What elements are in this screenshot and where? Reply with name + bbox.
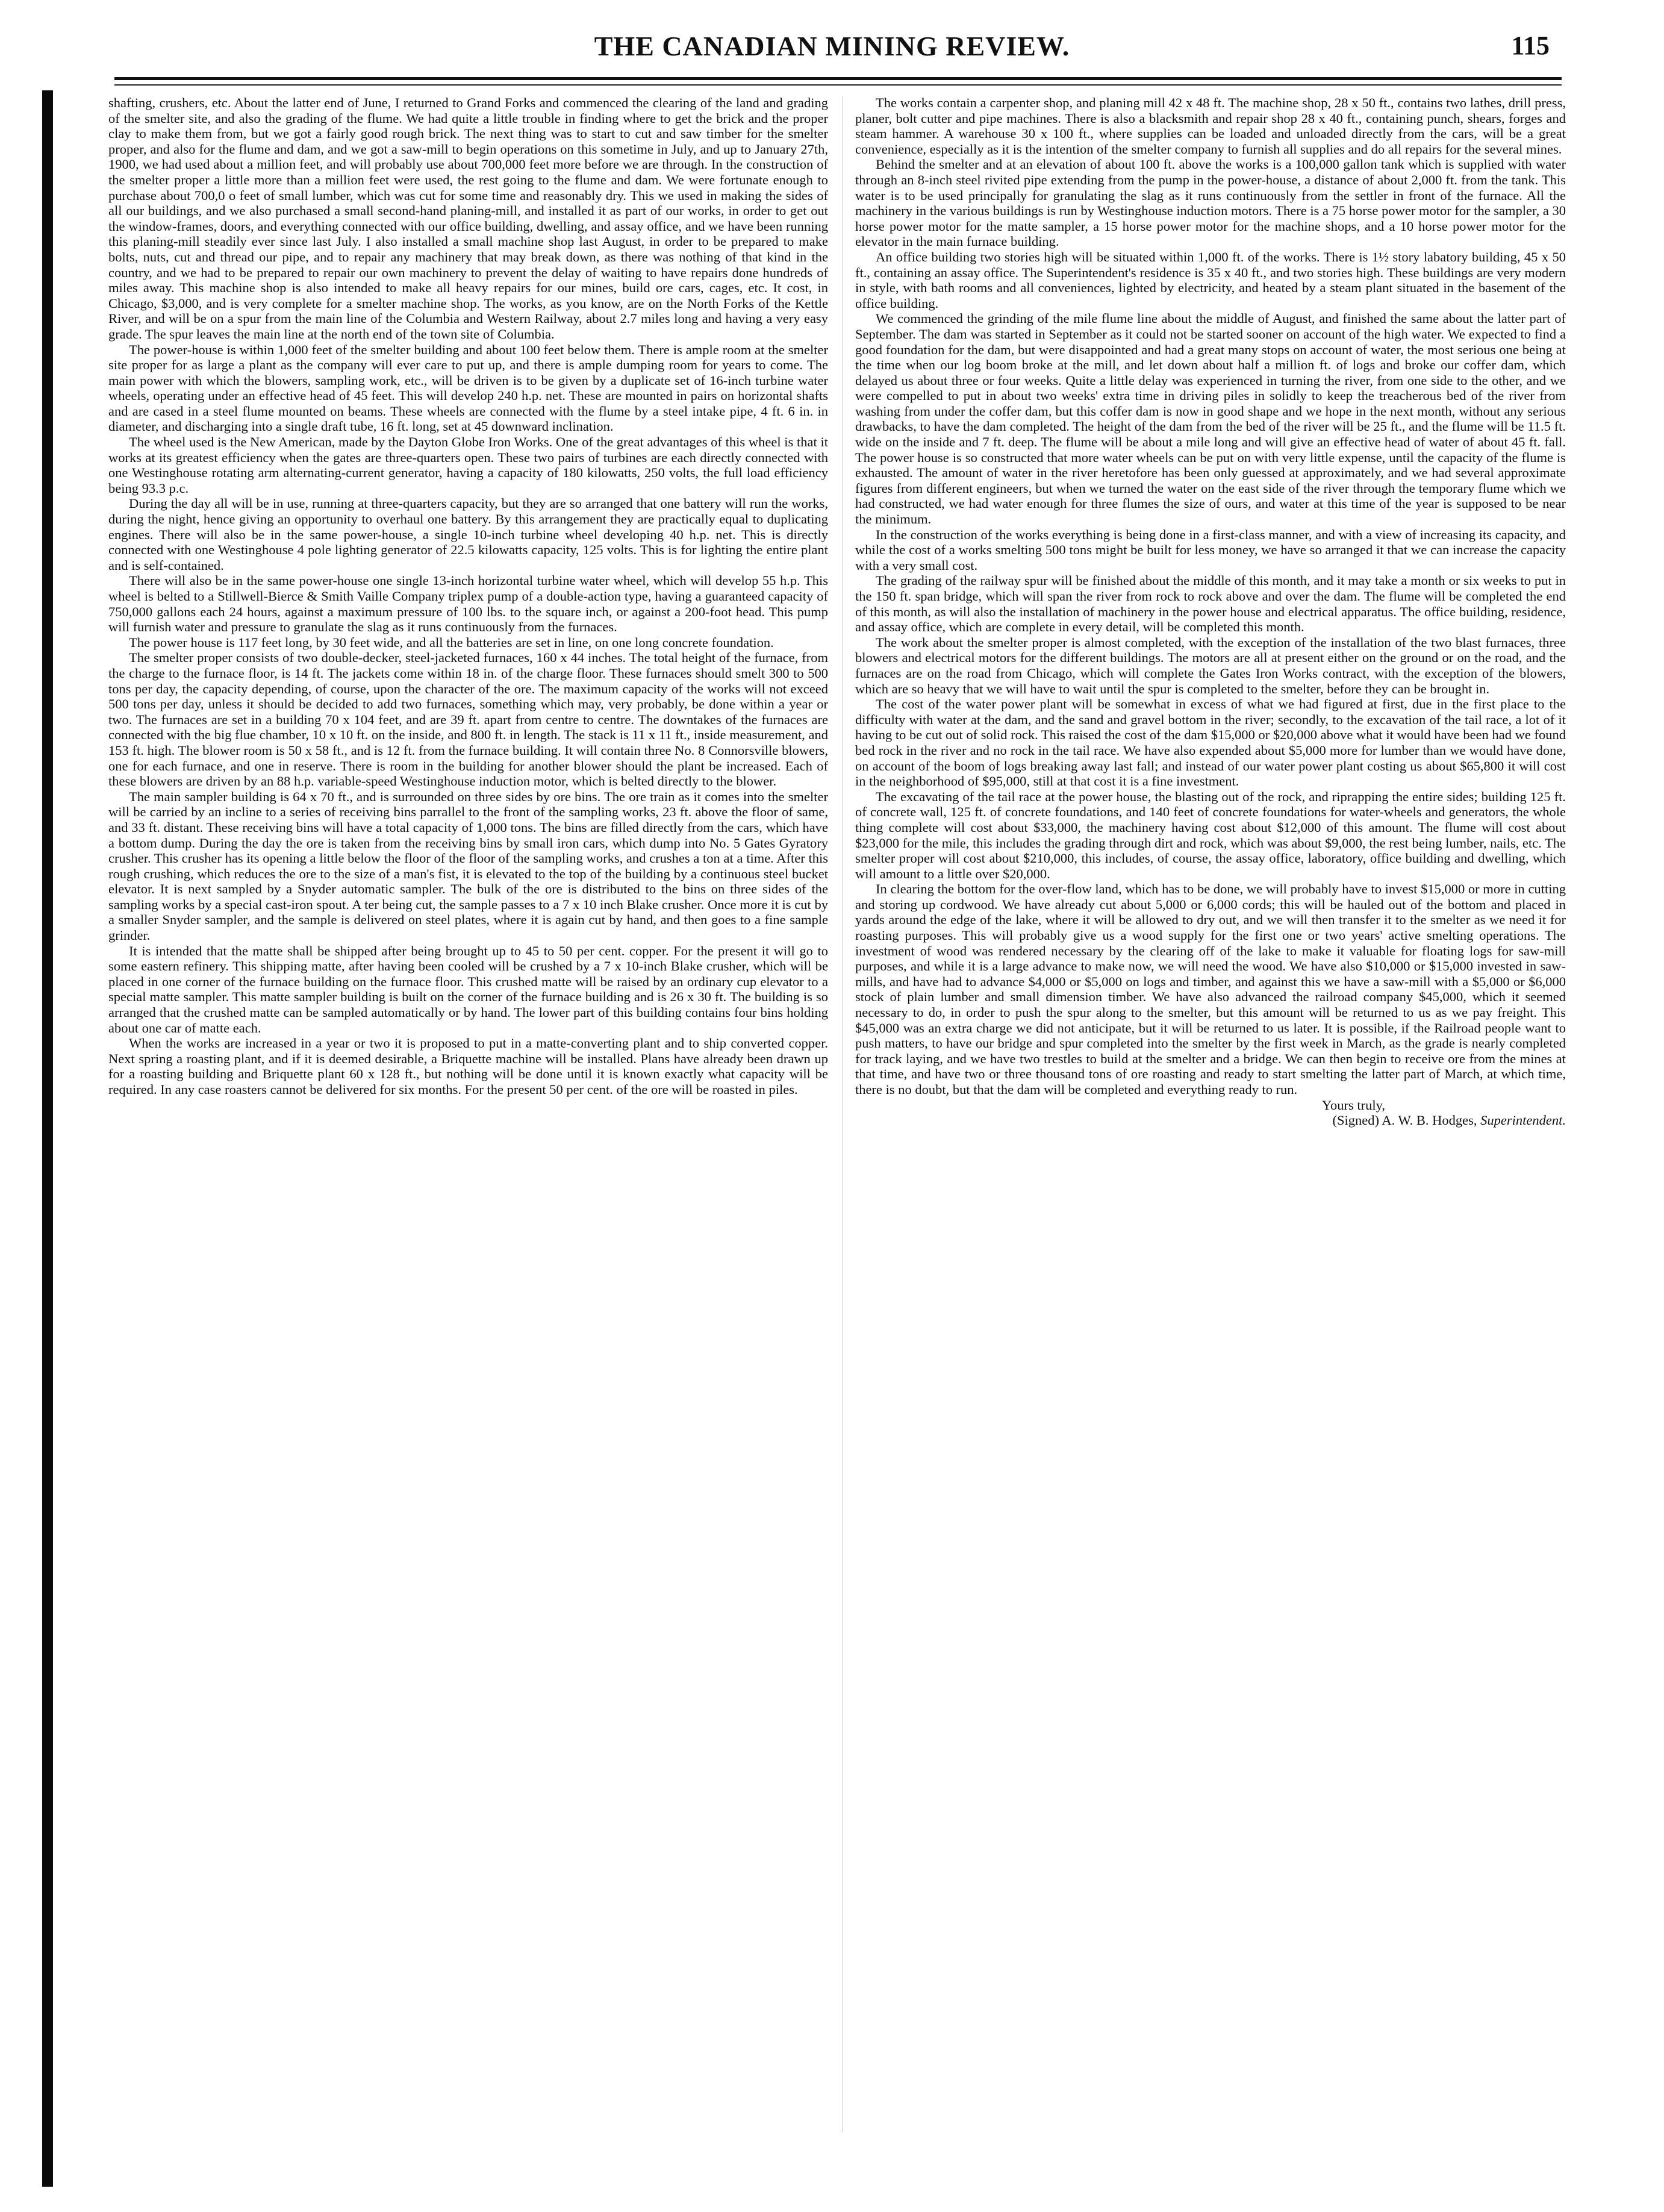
signature <box>855 1113 1566 1128</box>
paragraph: During the day all will be in use, running at three-quarters capacity, but they are so arranged that one battery will run the works, during the night, hence giving an opportunity to overhaul one battery. By this arrangement they are practically equal to duplicating engines. There will also be in the same power-house, a single 10-inch turbine wheel developing 40 h.p. net. This is directly connected with one Westinghouse 4 pole lighting generator of 22.5 kilowatts capacity, 125 volts. This is for lighting the entire plant and is self-contained. <box>108 496 828 573</box>
page-header <box>114 24 1550 72</box>
column-divider <box>842 96 843 2132</box>
paragraph: There will also be in the same power-house one single 13-inch horizontal turbine water wheel, which will develop 55 h.p. This wheel is belted to a Stillwell-Bierce & Smith Vaille Company triplex pump of a double-action type, having a guaranteed capacity of 750,000 gallons each 24 hours, against a maximum pressure of 100 lbs. to the square inch, or against a 200-foot head. This pump will furnish water and pressure to granulate the slag as it runs continuously from the furnaces. <box>108 573 828 635</box>
signature-name: (Signed) A. W. B. Hodges, <box>1332 1113 1477 1128</box>
paragraph: We commenced the grinding of the mile flume line about the middle of August, and finished the same about the latter part of September. The dam was started in September as it could not be started sooner on account of the high water. We expected to find a good foundation for the dam, but were disappointed and had a great many stops on account of water, the most serious one being at the time when our log boom broke at the mill, and let down about half a million ft. of logs and broke our coffer dam, which delayed us about three or four weeks. Quite a little delay was experienced in turning the river, from one side to the other, and we were compelled to put in about two weeks' extra time in driving piles in solidly to keep the treacherous bed of the river from washing from under the coffer dam, but this coffer dam is now in good shape and we hope in the next month, without any serious drawbacks, to have the dam completed. The height of the dam from the bed of the river will be 25 ft., and the flume will be 11.5 ft. wide on the inside and 7 ft. deep. The flume will be about a mile long and will give an effective head of water of about 45 ft. fall. The power house is so constructed that more water wheels can be put on with very little expense, until the capacity of the flume is exhausted. The amount of water in the river heretofore has been only guessed at approximately, and we had several approximate figures from different engineers, but when we turned the water on the east side of the river through the temporary flume which we had constructed, we had water enough for three flumes the size of ours, and water at this time of the year is supposed to be near the minimum. <box>855 311 1566 527</box>
signature-role: Superintendent. <box>1480 1113 1566 1128</box>
paragraph: shafting, crushers, etc. About the latter end of June, I returned to Grand Forks and commenced the clearing of the land and grading of the smelter site, and also the grading of the flume. We had quite a little trouble in finding where to get the brick and the proper clay to make them from, but we got a fairly good rough brick. The next thing was to start to cut and saw timber for the smelter proper, and also for the flume and dam, and we got a saw-mill to begin operations on this sometime in July, and up to January 27th, 1900, we had used about a million feet, and will probably use about 700,000 feet more before we are through. In the construction of the smelter proper a little more than a million feet were used, the rest going to the flume and dam. We were fortunate enough to purchase about 700,0 o feet of small lumber, which was cut for some time and reasonably dry. This we used in making the sides of all our buildings, and we also purchased a small second-hand planing-mill, and installed it as part of our works, in order to get out the window-frames, doors, and everything connected with our office building, dwelling, and assay office, and we have been running this planing-mill steadily ever since last July. I also installed a small machine shop last August, in order to be prepared to make bolts, nuts, cut and thread our pipe, and to repair any machinery that may break down, as there was nothing of that kind in the country, and we had to be prepared to repair our own machinery to prevent the delay of waiting to have repairs done hundreds of miles away. This machine shop is also intended to make all heavy repairs for our mines, build ore cars, cages, etc. It cost, in Chicago, $3,000, and is very complete for a smelter machine shop. The works, as you know, are on the North Forks of the Kettle River, and will be on a spur from the main line of the Columbia and Western Railway, about 2.7 miles long and having a very easy grade. The spur leaves the main line at the north end of the town site of Columbia. <box>108 95 828 342</box>
paragraph: The cost of the water power plant will be somewhat in excess of what we had figured at first, due in the first place to the difficulty with water at the dam, and the sand and gravel bottom in the river; secondly, to the excavation of the tail race, a lot of it having to be cut out of solid rock. This raised the cost of the dam $15,000 or $20,000 above what it would have been had we found bed rock in the river and no rock in the tail race. We have also expended about $5,000 more for lumber than we would have done, on account of the boom of logs breaking away last fall; and instead of our water power plant costing us about $65,800 it will cost in the neighborhood of $95,000, still at that cost it is a fine investment. <box>855 696 1566 789</box>
header-rule-thin <box>114 84 1562 86</box>
paragraph: Behind the smelter and at an elevation of about 100 ft. above the works is a 100,000 gallon tank which is supplied with water through an 8-inch steel rivited pipe extending from the pump in the power-house, a distance of about 2,000 ft. from the tank. This water is to be used principally for granulating the slag as it runs continuously from the settler in front of the furnace. All the machinery in the various buildings is run by Westinghouse induction motors. There is a 75 horse power motor for the sampler, a 30 horse power motor for the matte sampler, a 15 horse power motor for the machine shops, and a 10 horse power motor for the elevator in the main furnace building. <box>855 157 1566 249</box>
paragraph: In the construction of the works everything is being done in a first-class manner, and with a view of increasing its capacity, and while the cost of a works smelting 500 tons might be built for less money, we have so arranged it that we can increase the capacity with a very small cost. <box>855 526 1566 573</box>
publication-title: THE CANADIAN MINING REVIEW. <box>594 31 1070 61</box>
paragraph: The grading of the railway spur will be finished about the middle of this month, and it may take a month or six weeks to put in the 150 ft. span bridge, which will span the river from rock to rock above and over the dam. The flume will be completed the end of this month, as will also the installation of machinery in the power house and electrical apparatus. The office building, residence, and assay office, which are complete in every detail, will be completed this month. <box>855 573 1566 635</box>
paragraph: The work about the smelter proper is almost completed, with the exception of the installation of the two blast furnaces, three blowers and electrical motors for the different buildings. The motors are all at present either on the ground or on the road, and the furnaces are on the road from Chicago, which will complete the Gates Iron Works contract, with the exception of the blowers, which are so heavy that we will have to wait until the spur is completed to the smelter, before they can be brought in. <box>855 634 1566 696</box>
paragraph: The smelter proper consists of two double-decker, steel-jacketed furnaces, 160 x 44 inches. The total height of the furnace, from the charge to the furnace floor, is 14 ft. The jackets come within 18 in. of the charge floor. These furnaces should smelt 300 to 500 tons per day, the capacity depending, of course, upon the character of the ore. The maximum capacity of the works will not exceed 500 tons per day, unless it should be decided to add two furnaces, something which may, very probably, be done within a year or two. The furnaces are set in a building 70 x 104 feet, and are 39 ft. apart from centre to centre. The downtakes of the furnaces are connected with the big flue chamber, 10 x 10 ft. on the inside, and 800 ft. in length. The stack is 11 x 11 ft., inside measurement, and 153 ft. high. The blower room is 50 x 58 ft., and is 12 ft. from the furnace building. It will contain three No. 8 Connorsville blowers, one for each furnace, and one in reserve. There is room in the building for another blower should the plant be increased. Each of these blowers are driven by an 88 h.p. variable-speed Westinghouse induction motor, which is belted directly to the blower. <box>108 650 828 789</box>
right-column <box>855 95 1566 1128</box>
paragraph: It is intended that the matte shall be shipped after being brought up to 45 to 50 per cent. copper. For the present it will go to some eastern refinery. This shipping matte, after having been cooled will be crushed by a 7 x 10-inch Blake crusher, which will be placed in one corner of the furnace building on the furnace floor. This crushed matte will be raised by an ordinary cup elevator to a special matte sampler. This matte sampler building is built on the corner of the furnace building and is 26 x 30 ft. The building is so arranged that the crushed matte can be sampled automatically or by hand. The lower part of this building contains four bins holding about one car of matte each. <box>108 943 828 1036</box>
left-column <box>108 95 828 1098</box>
paragraph: The main sampler building is 64 x 70 ft., and is surrounded on three sides by ore bins. The ore train as it comes into the smelter will be carried by an incline to a series of receiving bins parrallel to the front of the sampling works, 23 ft. above the floor of same, and 33 ft. distant. These receiving bins will have a total capacity of 1,000 tons. The bins are filled directly from the cars, which have a bottom dump. During the day the ore is taken from the receiving bins by small iron cars, which dump into No. 5 Gates Gyratory crusher. This crusher has its opening a little below the floor of the floor of the sampling works, and crushes a ton at a time. After this rough crushing, which reduces the ore to the size of a man's fist, it is elevated to the top of the building by a continuous steel bucket elevator. It is next sampled by a Snyder automatic sampler. The bulk of the ore is distributed to the bins on three sides of the sampling works by a special cast-iron spout. A ter being cut, the sample passes to a 7 x 10 inch Blake crusher. Once more it is cut by a smaller Snyder sampler, and the sample is delivered on steel plates, where it is again cut by hand, and then goes to a fine sample grinder. <box>108 789 828 943</box>
paragraph: The excavating of the tail race at the power house, the blasting out of the rock, and riprapping the entire sides; building 125 ft. of concrete wall, 125 ft. of concrete foundations, and 140 feet of concrete foundations for water-wheels and generators, the whole thing complete will cost about $33,000, the machinery having cost about $12,000 of this amount. The flume will cost about $23,000 for the mile, this includes the grading through dirt and rock, which was about $9,000, the rest being lumber, nails, etc. The smelter proper will cost about $210,000, this includes, of course, the assay office, laboratory, office building and dwelling, which will amount to a little over $20,000. <box>855 789 1566 881</box>
page-number: 115 <box>1511 31 1550 60</box>
header-rule <box>114 77 1562 80</box>
closing: Yours truly, <box>1321 1097 1385 1113</box>
paragraph: The wheel used is the New American, made by the Dayton Globe Iron Works. One of the great advantages of this wheel is that it works at its greatest efficiency when the gates are three-quarters open. These two pairs of turbines are each directly connected with one Westinghouse rotating arm alternating-current generator, having a capacity of 180 kilowatts, 250 volts, the full load efficiency being 93.3 p.c. <box>108 434 828 496</box>
scan-edge <box>42 90 53 2187</box>
paragraph: The power house is 117 feet long, by 30 feet wide, and all the batteries are set in line, on one long concrete foundation. <box>129 634 774 650</box>
paragraph: In clearing the bottom for the over-flow land, which has to be done, we will probably have to invest $15,000 or more in cutting and storing up cordwood. We have already cut about 5,000 or 6,000 cords; this will be hauled out of the bottom and placed in yards around the edge of the lake, where it will be allowed to dry out, and we will then transfer it to the smelter as we need it for roasting purposes. This will probably give us a wood supply for the first one or two years' active smelting operations. The investment of wood was rendered necessary by the clearing off of the lake to make it valuable for floating logs for saw-mill purposes, and while it is a large advance to make now, we will need the wood. We have also $10,000 or $15,000 invested in saw-mills, and have had to advance $4,000 or $5,000 on logs and timber, and against this we have a saw-mill with a $5,000 or $6,000 stock of plain lumber and small dimension timber. We have also advanced the railroad company $45,000, which it seemed necessary to do, in order to push the spur along to the smelter, but this amount will be returned to us as we pay freight. This $45,000 was an extra charge we did not anticipate, but it will be returned to us later. It is possible, if the Railroad people want to push matters, to have our bridge and spur completed into the smelter by the first week in March, as the grade is nearly completed for track laying, and we have two trestles to build at the smelter and a bridge. We can then begin to receive ore from the mines at that time, and have two or three thousand tons of ore roasting and ready to start smelting the latter part of March, at which time, there is no doubt, but that the dam will be completed and everything ready to run. <box>855 881 1566 1097</box>
paragraph: An office building two stories high will be situated within 1,000 ft. of the works. There is 1½ story labatory building, 45 x 50 ft., containing an assay office. The Superintendent's residence is 35 x 40 ft., and two stories high. These buildings are very modern in style, with bath rooms and all conveniences, lighted by electricity, and heated by a steam plant situated in the basement of the office building. <box>855 249 1566 311</box>
paragraph: When the works are increased in a year or two it is proposed to put in a matte-converting plant and to ship converted copper. Next spring a roasting plant, and if it is deemed desirable, a Briquette machine will be installed. Plans have already been drawn up for a roasting building and Briquette plant 60 x 128 ft., but nothing will be done until it is known exactly what capacity will be required. In any case roasters cannot be delivered for six months. For the present 50 per cent. of the ore will be roasted in piles. <box>108 1036 828 1097</box>
paragraph: The works contain a carpenter shop, and planing mill 42 x 48 ft. The machine shop, 28 x 50 ft., contains two lathes, drill press, planer, bolt cutter and pipe machines. There is also a blacksmith and repair shop 28 x 40 ft., containing punch, shears, forges and steam hammer. A warehouse 30 x 100 ft., where supplies can be loaded and unloaded directly from the cars, will be a great convenience, especially as it is the intention of the smelter company to furnish all supplies and do all repairs for the several mines. <box>855 95 1566 157</box>
paragraph: The power-house is within 1,000 feet of the smelter building and about 100 feet below them. There is ample room at the smelter site proper for as large a plant as the company will ever care to put up, and there is ample dumping room for years to come. The main power with which the blowers, sampling work, etc., will be driven is to be given by a duplicate set of 16-inch turbine water wheels, operating under an effective head of 45 feet. This will develop 240 h.p. net. These are mounted in pairs on horizontal shafts and are cased in a steel flume mounted on beams. These wheels are connected with the flume by a steel intake pipe, 4 ft. 6 in. in diameter, and discharging into a single draft tube, 16 ft. long, set at 45 downward inclination. <box>108 342 828 434</box>
